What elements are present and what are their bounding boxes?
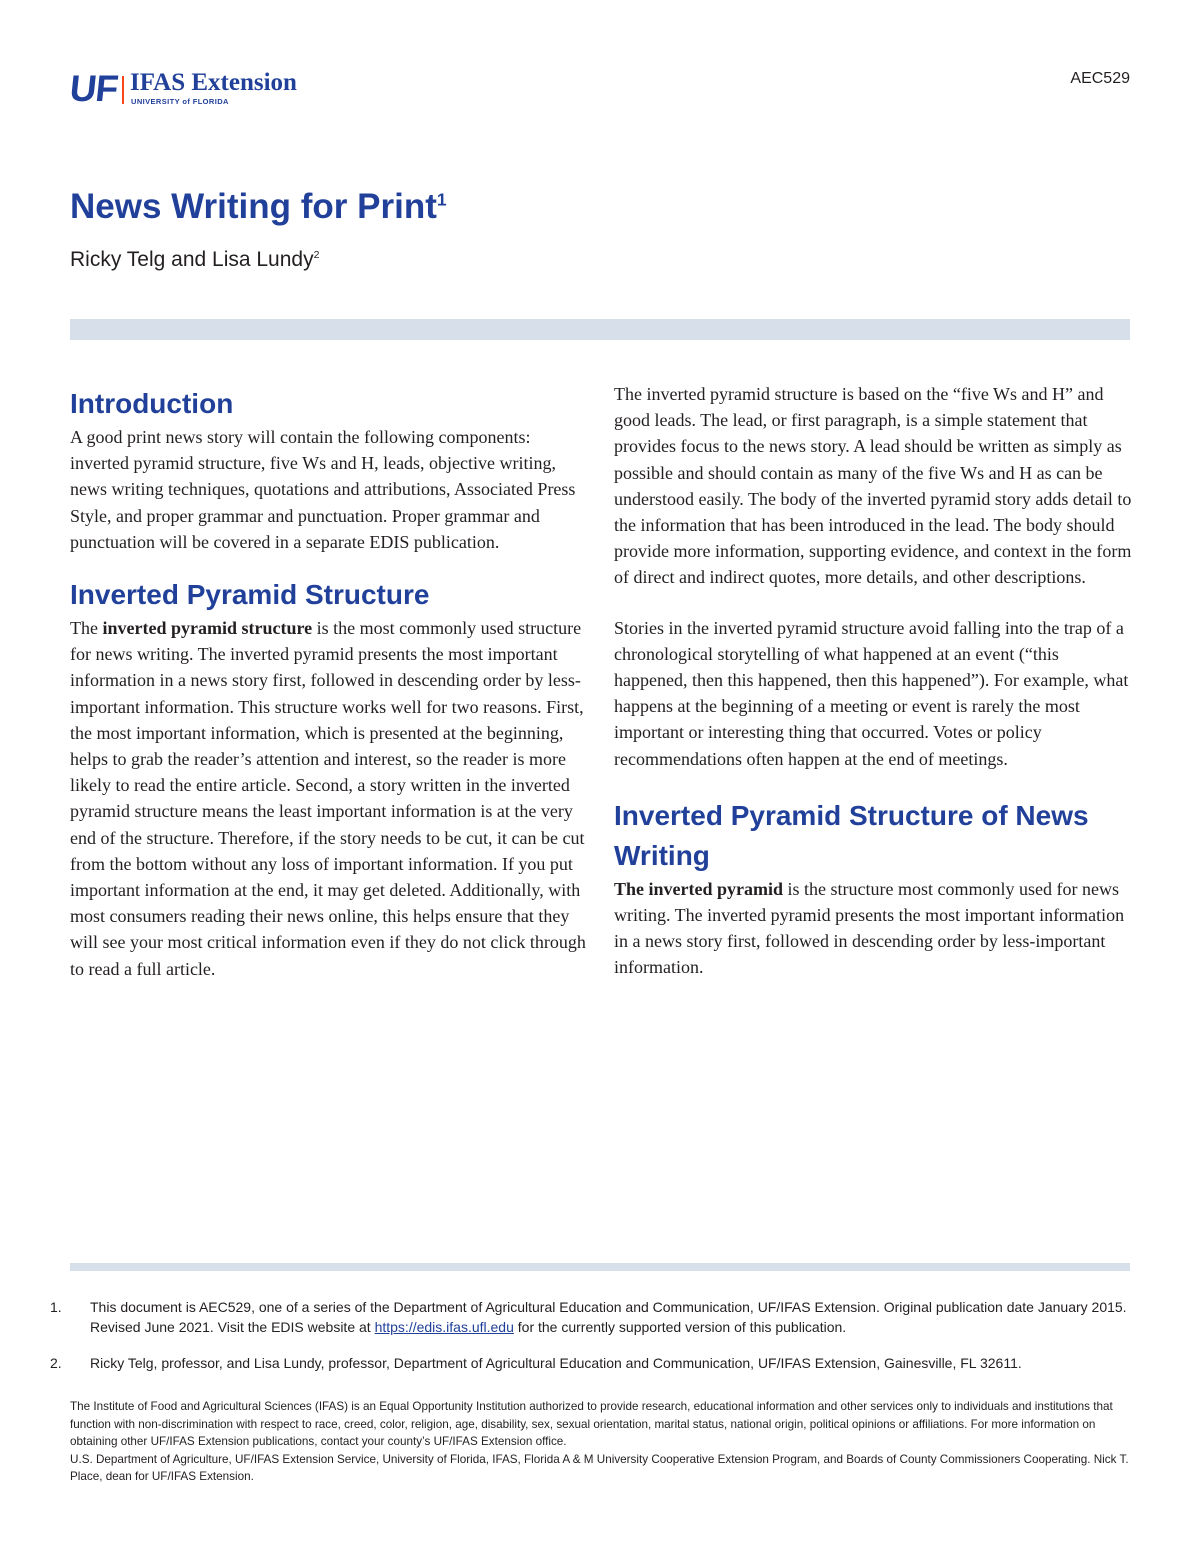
authors — [70, 248, 319, 272]
footnote-divider-band — [70, 1263, 1130, 1271]
left-column — [70, 384, 590, 982]
logo-ifas-extension: IFAS Extension — [130, 69, 297, 96]
ips-paragraph-bold-term: inverted pyramid structure — [102, 618, 313, 639]
inverted-pyramid-paragraph — [70, 615, 590, 982]
footnote-2-text: Ricky Telg, professor, and Lisa Lundy, professor, Department of Agricultural Education and Communication, UF/IFAS Extension, Gainesville, FL 32611. — [90, 1355, 1022, 1371]
right-p3-bold-term: The inverted pyramid — [614, 878, 783, 899]
equal-opportunity-statement: The Institute of Food and Agricultural Sciences (IFAS) is an Equal Opportunity Institution authorized to provide research, educational information and other services only to individuals and institutions that function with non-discrimination with respect to race, creed, color, religion, age, disability, sex, sexual orientation, marital status, national origin, political opinions or affiliations. For more information on obtaining other UF/IFAS Extension publications, contact your county’s UF/IFAS Extension office. — [70, 1400, 1113, 1449]
document-code: AEC529 — [1070, 70, 1130, 87]
logo-university: UNIVERSITY of FLORIDA — [131, 97, 229, 106]
authors-text: Ricky Telg and Lisa Lundy — [70, 248, 314, 271]
page-title — [70, 186, 447, 228]
right-paragraph-3 — [614, 876, 1134, 981]
legal-notice — [70, 1398, 1130, 1486]
title-divider-band — [70, 319, 1130, 340]
section-heading-inverted-pyramid-news: Inverted Pyramid Structure of News Writing — [614, 799, 1089, 871]
ips-paragraph-rest: is the most commonly used structure for news writing. The inverted pyramid presents the most important information in a news story first, followed in descending order by less-important information. This structure works well for two reasons. First, the most important information, which is presented at the beginning, helps to grab the reader’s attention and interest, so the reader is more likely to read the entire article. Second, a story written in the inverted pyramid structure means the least important information is at the very end of the structure. Therefore, if the story needs to be cut, it can be cut from the bottom without any loss of important information. If you put important information at the end, it may get deleted. Additionally, with most consumers reading their news online, this helps ensure that they will see your most critical information even if they do not click through to read a full article. — [70, 618, 586, 979]
right-paragraph-1: The inverted pyramid structure is based on the “five Ws and H” and good leads. The lead, or first paragraph, is a simple statement that provides focus to the news story. A lead should be written as simply as possible and should contain as many of the five Ws and H as can be understood easily. The body of the inverted pyramid story adds detail to the information that has been introduced in the lead. The body should provide more information, supporting evidence, and context in the form of direct and indirect quotes, more details, and other descriptions. — [614, 384, 1132, 588]
footnote-1-number: 1. — [50, 1299, 62, 1315]
footnote-1 — [50, 1297, 1130, 1337]
footnote-2-number: 2. — [50, 1355, 62, 1371]
edis-website-link[interactable]: https://edis.ifas.ufl.edu — [374, 1319, 514, 1335]
introduction-paragraph: A good print news story will contain the following components: inverted pyramid structure, five Ws and H, leads, objective writing, news writing techniques, quotations and attributions, Associated Press Style, and proper grammar and punctuation. Proper grammar and punctuation will be covered in a separate EDIS publication. — [70, 427, 576, 552]
footnote-1-text-end: for the currently supported version of this publication. — [513, 1319, 847, 1335]
right-paragraph-2: Stories in the inverted pyramid structure avoid falling into the trap of a chronological storytelling of what happened at an event (“this happened, then this happened, then this happened”). For example, what happens at the beginning of a meeting or event is rarely the most important or interesting thing that occurred. Votes or policy recommendations often happen at the end of meetings. — [614, 617, 1129, 769]
ips-paragraph-lead: The — [70, 618, 103, 639]
logo-divider — [122, 76, 124, 104]
logo-uf-mark: UF — [67, 68, 120, 109]
section-heading-introduction: Introduction — [70, 388, 234, 419]
title-text: News Writing for Print — [70, 187, 437, 226]
title-footnote-marker: 1 — [436, 189, 447, 210]
right-p3-rest: is the structure most commonly used for news writing. The inverted pyramid presents the most important information in a news story first, followed in descending order by less-important information. — [614, 878, 1125, 978]
footnote-2 — [50, 1353, 1130, 1373]
section-heading-inverted-pyramid: Inverted Pyramid Structure — [70, 579, 430, 611]
authors-footnote-marker: 2 — [313, 249, 320, 261]
footnote-1-text: This document is AEC529, one of a series of the Department of Agricultural Education and Communication, UF/IFAS Extension. Original publication date January 2015. Revised June 2021. Visit the EDIS website at — [90, 1299, 1127, 1335]
right-column — [614, 381, 1134, 981]
cooperating-statement: U.S. Department of Agriculture, UF/IFAS Extension Service, University of Florida, IFAS, Florida A & M University Cooperative Extension Program, and Boards of County Commissioners Cooperating. Nick T. Place, dean for UF/IFAS Extension. — [70, 1452, 1129, 1484]
